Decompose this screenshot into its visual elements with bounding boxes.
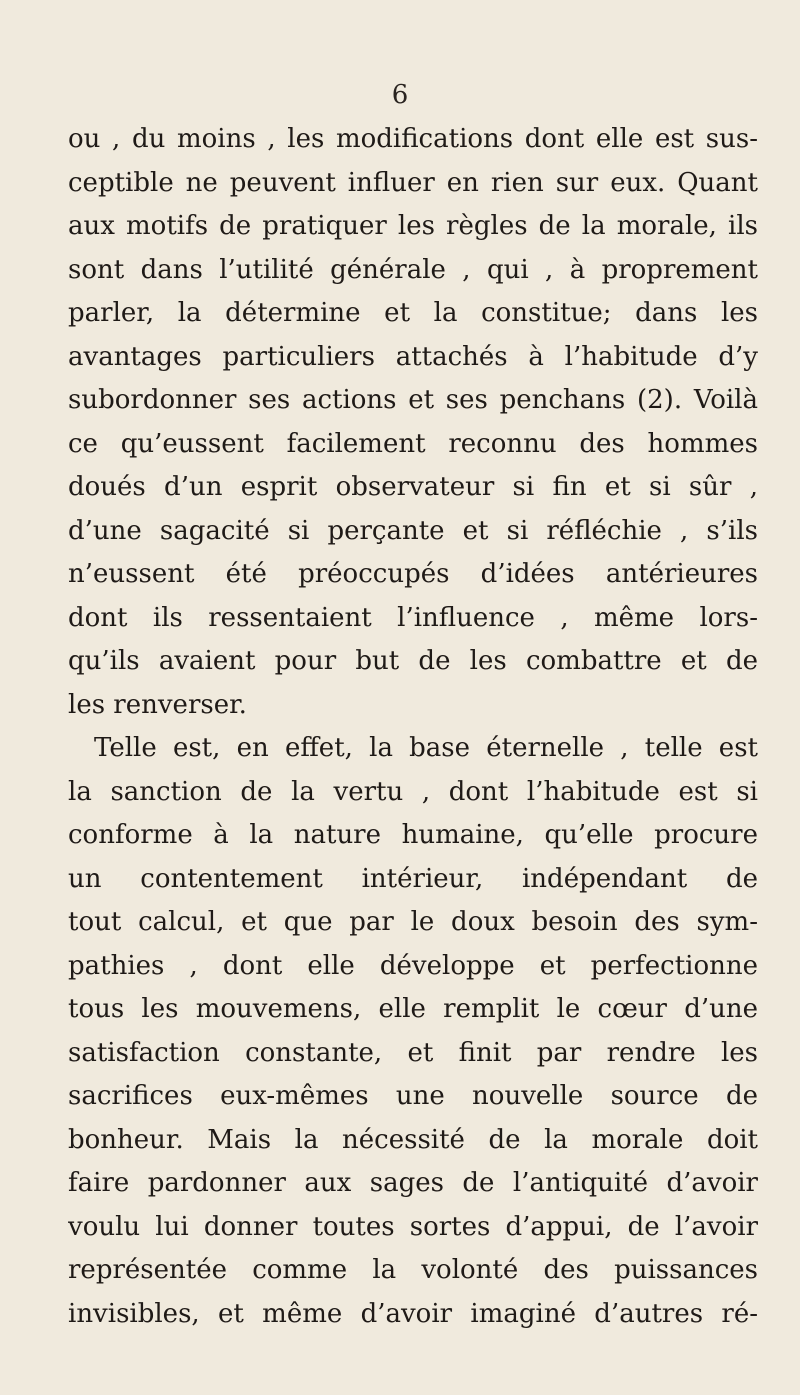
text-line: ce qu’eussent facilement reconnu des hommes (68, 428, 758, 459)
text-line: bonheur. Mais la nécessité de la morale doit (68, 1124, 758, 1155)
text-line: invisibles, et même d’avoir imaginé d’autres ré- (68, 1298, 758, 1329)
text-line: tout calcul, et que par le doux besoin des sym- (68, 907, 758, 937)
page-number: 6 (391, 80, 409, 110)
text-line: dont ils ressentaient l’influence , même lors- (68, 602, 758, 633)
text-line: doués d’un esprit observateur si fin et si sûr , (68, 472, 758, 502)
text-line: tous les mouvemens, elle remplit le cœur d’une (68, 994, 758, 1024)
text-line: voulu lui donner toutes sortes d’appui, de l’avoir (68, 1211, 758, 1242)
text-line: n’eussent été préoccupés d’idées antérieures (68, 559, 758, 589)
text-line: d’une sagacité si perçante et si réfléchie , s’ils (68, 515, 758, 546)
paragraph-end-line: les renverser. (68, 689, 247, 720)
text-line: avantages particuliers attachés à l’habitude d’y (68, 341, 758, 372)
text-line: qu’ils avaient pour but de les combattre et de (68, 646, 758, 676)
text-line: faire pardonner aux sages de l’antiquité d’avoir (68, 1168, 758, 1198)
paragraph-start-line: Telle est, en effet, la base éternelle , telle est (94, 733, 758, 763)
text-line: la sanction de la vertu , dont l’habitude est si (68, 776, 758, 807)
text-line: ou , du moins , les modifications dont elle est sus- (68, 124, 758, 154)
text-line: aux motifs de pratiquer les règles de la morale, ils (68, 211, 758, 241)
text-line: ceptible ne peuvent influer en rien sur eux. Quant (68, 167, 758, 198)
text-line: conforme à la nature humaine, qu’elle procure (68, 820, 758, 850)
text-line: représentée comme la volonté des puissances (68, 1255, 758, 1285)
text-line: sont dans l’utilité générale , qui , à proprement (68, 254, 758, 285)
body-text (68, 118, 758, 1336)
text-line: un contentement intérieur, indépendant de (68, 863, 758, 894)
text-line: parler, la détermine et la constitue; dans les (68, 298, 758, 328)
text-line: sacrifices eux-mêmes une nouvelle source de (68, 1081, 758, 1111)
text-line: subordonner ses actions et ses penchans (2). Voilà (68, 385, 758, 415)
text-line: pathies , dont elle développe et perfectionne (68, 950, 758, 981)
text-line: satisfaction constante, et finit par rendre les (68, 1037, 758, 1068)
